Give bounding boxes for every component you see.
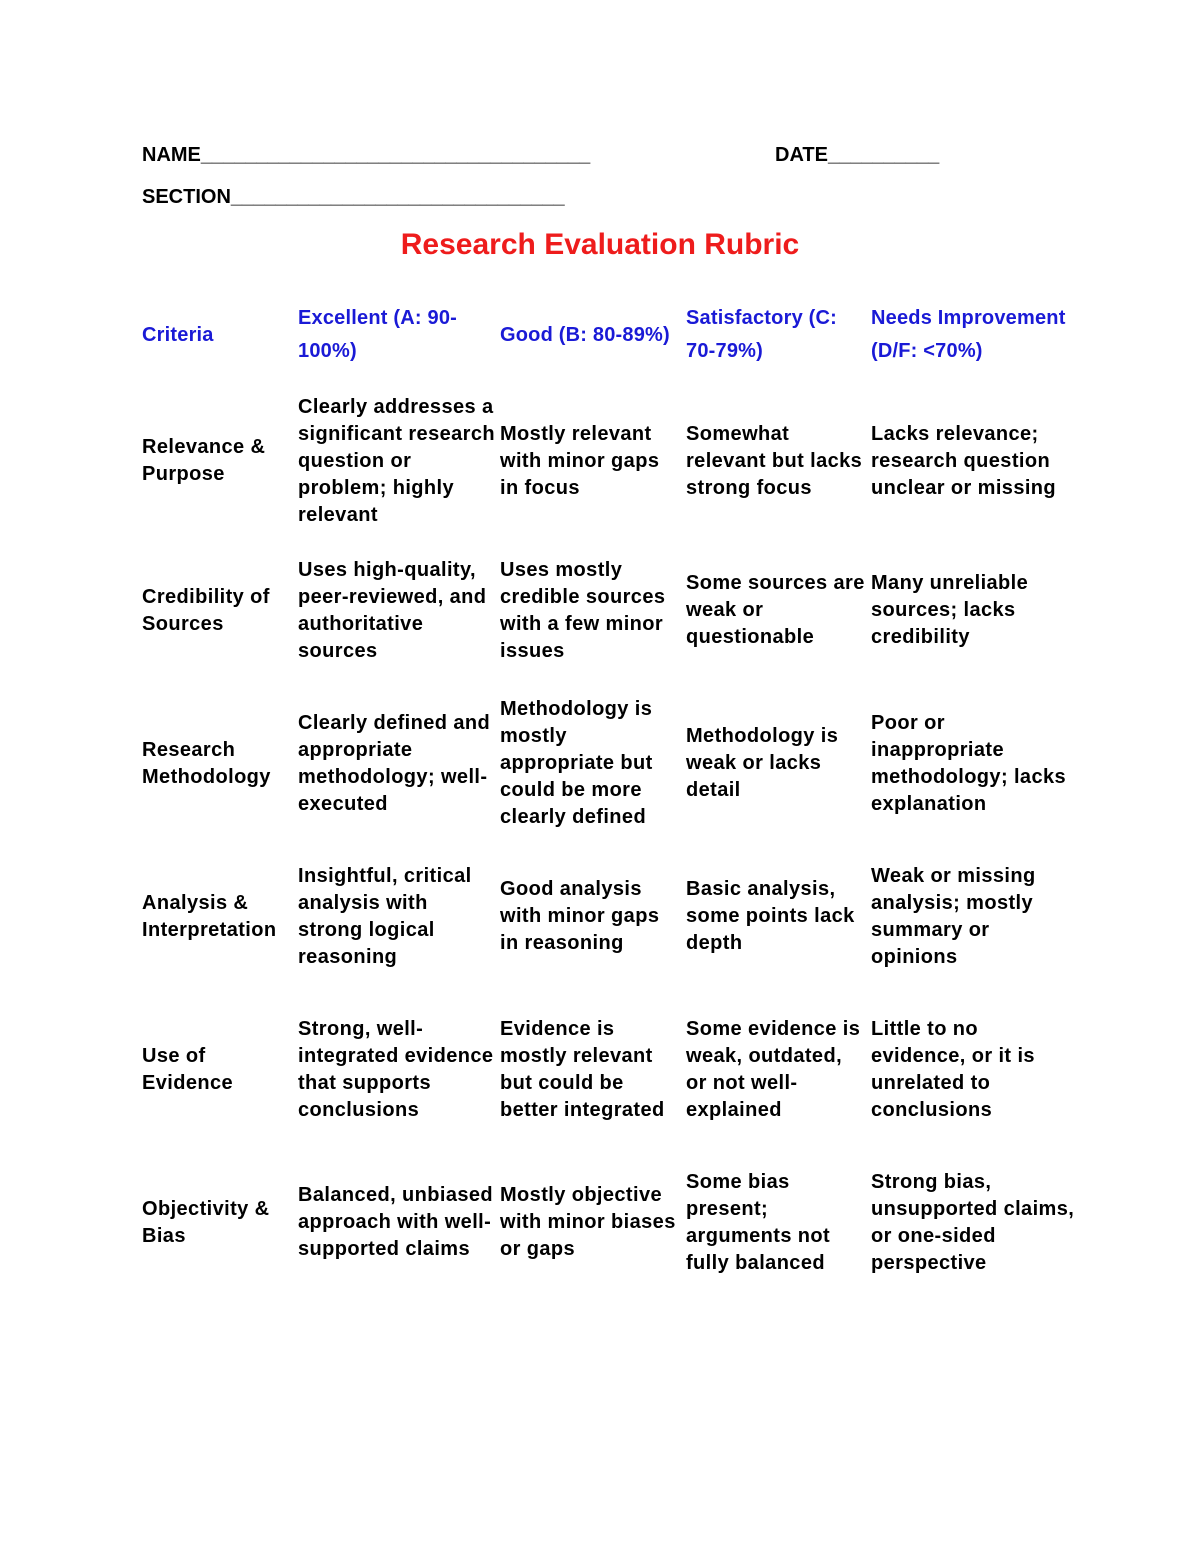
- satisfactory-cell: Basic analysis, some points lack depth: [686, 878, 855, 954]
- header-satisfactory: Satisfactory (C: 70-79%): [686, 307, 838, 362]
- satisfactory-cell: Some sources are weak or questionable: [686, 572, 865, 648]
- criteria-cell: Relevance & Purpose: [142, 436, 266, 485]
- section-label: SECTION: [142, 186, 231, 208]
- header-excellent: Excellent (A: 90-100%): [298, 307, 458, 362]
- good-cell: Methodology is mostly appropriate but could be more clearly defined: [500, 698, 653, 828]
- table-row: [142, 1146, 1081, 1299]
- criteria-cell: Credibility of Sources: [142, 585, 270, 635]
- rubric-table: [142, 282, 1081, 1299]
- table-row: [142, 993, 1081, 1146]
- header-needs-improvement: Needs Improvement (D/F: <70%): [871, 307, 1066, 362]
- excellent-cell: Strong, well-integrated evidence that supports conclusions: [298, 1017, 494, 1121]
- needs-improvement-cell: Little to no evidence, or it is unrelated to conclusions: [871, 1017, 1035, 1121]
- table-row: [142, 687, 1081, 840]
- date-blank[interactable]: __________: [827, 144, 940, 166]
- excellent-cell: Uses high-quality, peer-reviewed, and authoritative sources: [298, 558, 487, 662]
- satisfactory-cell: Some evidence is weak, outdated, or not well-explained: [686, 1017, 861, 1121]
- excellent-cell: Insightful, critical analysis with strong logical reasoning: [298, 864, 472, 968]
- satisfactory-cell: Somewhat relevant but lacks strong focus: [686, 422, 863, 499]
- date-label: DATE: [775, 144, 828, 166]
- excellent-cell: Clearly addresses a significant research question or problem; highly relevant: [298, 395, 495, 526]
- section-field[interactable]: [142, 185, 565, 209]
- criteria-cell: Objectivity & Bias: [142, 1197, 270, 1247]
- page-title: Research Evaluation Rubric: [400, 228, 800, 261]
- table-row: [142, 534, 1081, 687]
- satisfactory-cell: Methodology is weak or lacks detail: [686, 725, 839, 801]
- name-label: NAME: [142, 144, 201, 166]
- needs-improvement-cell: Lacks relevance; research question unclear or missing: [871, 422, 1057, 499]
- needs-improvement-cell: Many unreliable sources; lacks credibility: [871, 572, 1029, 648]
- table-row: [142, 840, 1081, 993]
- excellent-cell: Balanced, unbiased approach with well-supported claims: [298, 1184, 494, 1260]
- header-criteria: Criteria: [142, 323, 214, 346]
- good-cell: Mostly relevant with minor gaps in focus: [500, 422, 660, 499]
- needs-improvement-cell: Poor or inappropriate methodology; lacks explanation: [871, 711, 1067, 815]
- table-row: [142, 388, 1081, 534]
- needs-improvement-cell: Strong bias, unsupported claims, or one-sided perspective: [871, 1170, 1075, 1274]
- good-cell: Mostly objective with minor biases or gaps: [500, 1184, 676, 1260]
- criteria-cell: Research Methodology: [142, 738, 271, 788]
- criteria-cell: Analysis & Interpretation: [142, 891, 277, 941]
- excellent-cell: Clearly defined and appropriate methodology; well-executed: [298, 711, 491, 815]
- name-blank[interactable]: ___________________________________: [200, 144, 591, 166]
- needs-improvement-cell: Weak or missing analysis; mostly summary or opinions: [871, 864, 1036, 968]
- criteria-cell: Use of Evidence: [142, 1044, 234, 1094]
- section-blank[interactable]: ______________________________: [230, 186, 565, 208]
- name-field[interactable]: [142, 143, 590, 167]
- date-field[interactable]: [775, 143, 939, 167]
- good-cell: Uses mostly credible sources with a few minor issues: [500, 558, 666, 662]
- satisfactory-cell: Some bias present; arguments not fully balanced: [686, 1170, 831, 1274]
- good-cell: Evidence is mostly relevant but could be better integrated: [500, 1017, 665, 1121]
- good-cell: Good analysis with minor gaps in reasoning: [500, 878, 660, 954]
- rubric-header-row: [142, 282, 1081, 388]
- header-good: Good (B: 80-89%): [500, 323, 670, 346]
